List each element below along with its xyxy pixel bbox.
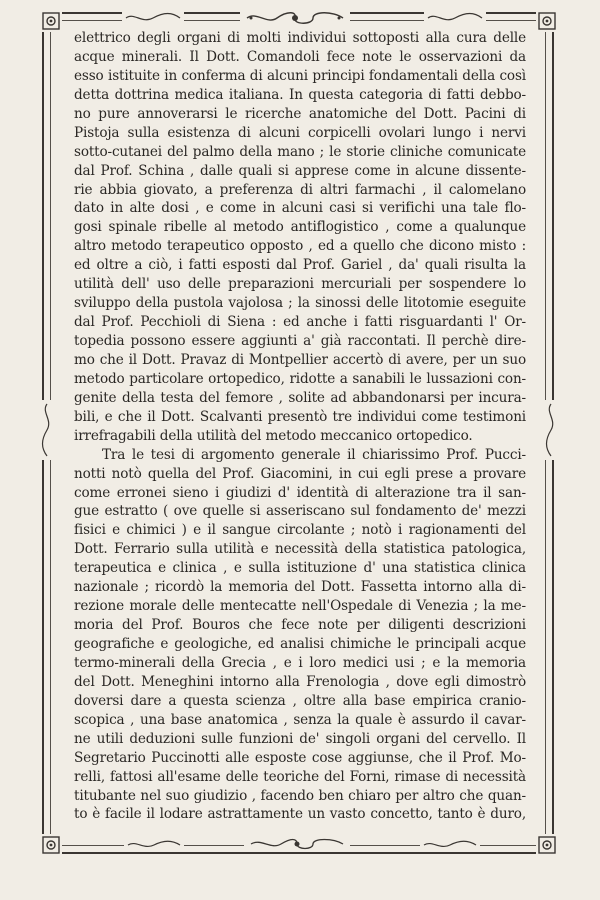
bottom-ornament bbox=[244, 836, 350, 852]
scroll-ornament-icon bbox=[247, 838, 347, 850]
text-line: rie abbia giovato, a preferenza di altri farmachi , il calomelano bbox=[74, 181, 526, 198]
text-line: termo-minerali della Grecia , e i loro medici usi ; e la memoria bbox=[74, 654, 526, 671]
corner-ornament-top-left bbox=[40, 10, 62, 32]
text-line: sotto-cutanei del palmo della mano ; le storie cliniche comunicate bbox=[74, 143, 526, 160]
rosette-icon bbox=[41, 11, 61, 31]
scroll-ornament-icon bbox=[124, 12, 182, 24]
text-line: gue estratto ( ove quelle si asseriscano sul fondamento de' mezzi bbox=[74, 503, 526, 520]
text-line: Dott. Ferrario sulla utilità e necessità della statistica patologica, bbox=[74, 541, 526, 558]
text-line: mo che il Dott. Pravaz di Montpellier accertò di avere, per un suo bbox=[74, 351, 526, 368]
text-line: Pistoja sulla esistenza di alcuni corpicelli ovolari lungo i nervi bbox=[74, 124, 526, 141]
top-right-ornament bbox=[424, 10, 486, 26]
text-line: genite della testa del femore , solite ad abbandonarsi per incura- bbox=[74, 389, 526, 406]
text-line: Segretario Puccinotti alle esposte cose aggiunse, che il Prof. Mo- bbox=[74, 749, 526, 766]
text-line: ne utili deduzioni sulle funzioni de' singoli organi del cervello. Il bbox=[74, 730, 526, 747]
text-line: come erronei sieno i giudizi d' identità di alterazione tra il san- bbox=[74, 484, 526, 501]
rosette-icon bbox=[537, 11, 557, 31]
text-line: elettrico degli organi di molti individui sottoposti alla cura delle bbox=[74, 30, 526, 46]
text-line: dal Prof. Schina , dalle quali si apprese come in alcune dissente- bbox=[74, 162, 526, 179]
text-line: to è facile il lodare astrattamente un vasto concetto, tanto è duro, bbox=[74, 806, 526, 823]
text-line: relli, fattosi all'esame delle teoriche del Forni, rimase di necessità bbox=[74, 768, 526, 785]
text-line: nazionale ; ricordò la memoria del Dott. Fassetta intorno alla di- bbox=[74, 579, 526, 596]
text-line: gosi spinale ribelle al metodo antiflogistico , come a qualunque bbox=[74, 219, 526, 236]
right-side-ornament bbox=[542, 400, 560, 460]
text-line: fisici e chimici ) e il sangue circolante ; notò i ragionamenti del bbox=[74, 522, 526, 539]
text-line: esso istituite in conferma di alcuni principi fondamentali della così bbox=[74, 67, 526, 84]
text-line: del Dott. Meneghini intorno alla Frenologia , dove egli dimostrò bbox=[74, 673, 526, 690]
bottom-left-ornament bbox=[124, 838, 184, 852]
text-line: utilità dell' uso delle preparazioni mercuriali per sospendere lo bbox=[74, 276, 526, 293]
text-line: bili, e che il Dott. Scalvanti presentò tre individui come testimoni bbox=[74, 408, 526, 425]
top-left-ornament bbox=[122, 10, 184, 26]
text-line: moria del Prof. Bouros che fece note per diligenti descrizioni bbox=[74, 617, 526, 634]
scroll-ornament-icon bbox=[41, 402, 53, 458]
corner-ornament-top-right bbox=[536, 10, 558, 32]
text-line: doversi dare a questa scienza , oltre alla base empirica cranio- bbox=[74, 692, 526, 709]
text-line: detta dottrina medica italiana. In questa categoria di fatti debbo- bbox=[74, 86, 526, 103]
rosette-icon bbox=[537, 835, 557, 855]
scroll-ornament-icon bbox=[126, 840, 182, 850]
text-line: metodo particolare ortopedico, ridotte a sanabili le lussazioni con- bbox=[74, 370, 526, 387]
scroll-ornament-icon bbox=[545, 402, 557, 458]
rosette-icon bbox=[41, 835, 61, 855]
text-line: rezione morale delle mentecatte nell'Ospedale di Venezia ; la me- bbox=[74, 598, 526, 615]
paragraph-end-line: irrefragabili della utilità del metodo meccanico ortopedico. bbox=[74, 427, 473, 444]
scroll-ornament-icon bbox=[422, 840, 478, 850]
text-line: ed oltre a ciò, i fatti esposti dal Prof. Gariel , da' quali risulta la bbox=[74, 257, 526, 274]
text-line: titubante nel suo giudizio , facendo ben chiaro per altro che quan- bbox=[74, 787, 526, 804]
text-line: altro metodo terapeutico opposto , ed a quello che dicono misto : bbox=[74, 238, 526, 255]
text-line: no pure annoverarsi le ricerche anatomiche del Dott. Pacini di bbox=[74, 105, 526, 122]
body-text bbox=[74, 29, 526, 824]
text-line: topedia possono essere aggiunti a' già raccontati. Il perchè dire- bbox=[74, 333, 526, 349]
text-line: terapeutica e clinica , e sulla istituzione d' una statistica clinica bbox=[74, 560, 526, 577]
scroll-ornament-icon bbox=[243, 11, 347, 25]
corner-ornament-bottom-left bbox=[40, 834, 62, 856]
bottom-right-ornament bbox=[420, 838, 480, 852]
scroll-ornament-icon bbox=[426, 12, 484, 24]
text-line: notti notò quella del Prof. Giacomini, in cui egli prese a provare bbox=[74, 465, 526, 482]
top-ornament bbox=[240, 9, 350, 27]
text-line: scopica , una base anatomica , senza la quale è assurdo il cavar- bbox=[74, 711, 526, 728]
paragraph-start-line: Tra le tesi di argomento generale il chiarissimo Prof. Pucci- bbox=[102, 446, 526, 463]
text-line: sviluppo della pustola vajolosa ; la sinossi delle litotomie eseguite bbox=[74, 295, 526, 312]
text-line: dato in alte dosi , e come in alcuni casi si verifichi una tale flo- bbox=[74, 200, 526, 217]
text-line: geografiche e geologiche, ed analisi chimiche le principali acque bbox=[74, 636, 526, 652]
text-line: dal Prof. Pecchioli di Siena : ed anche i fatti risguardanti l' Or- bbox=[74, 314, 526, 331]
corner-ornament-bottom-right bbox=[536, 834, 558, 856]
text-line: acque minerali. Il Dott. Comandoli fece note le osservazioni da bbox=[74, 48, 526, 65]
left-side-ornament bbox=[38, 400, 56, 460]
